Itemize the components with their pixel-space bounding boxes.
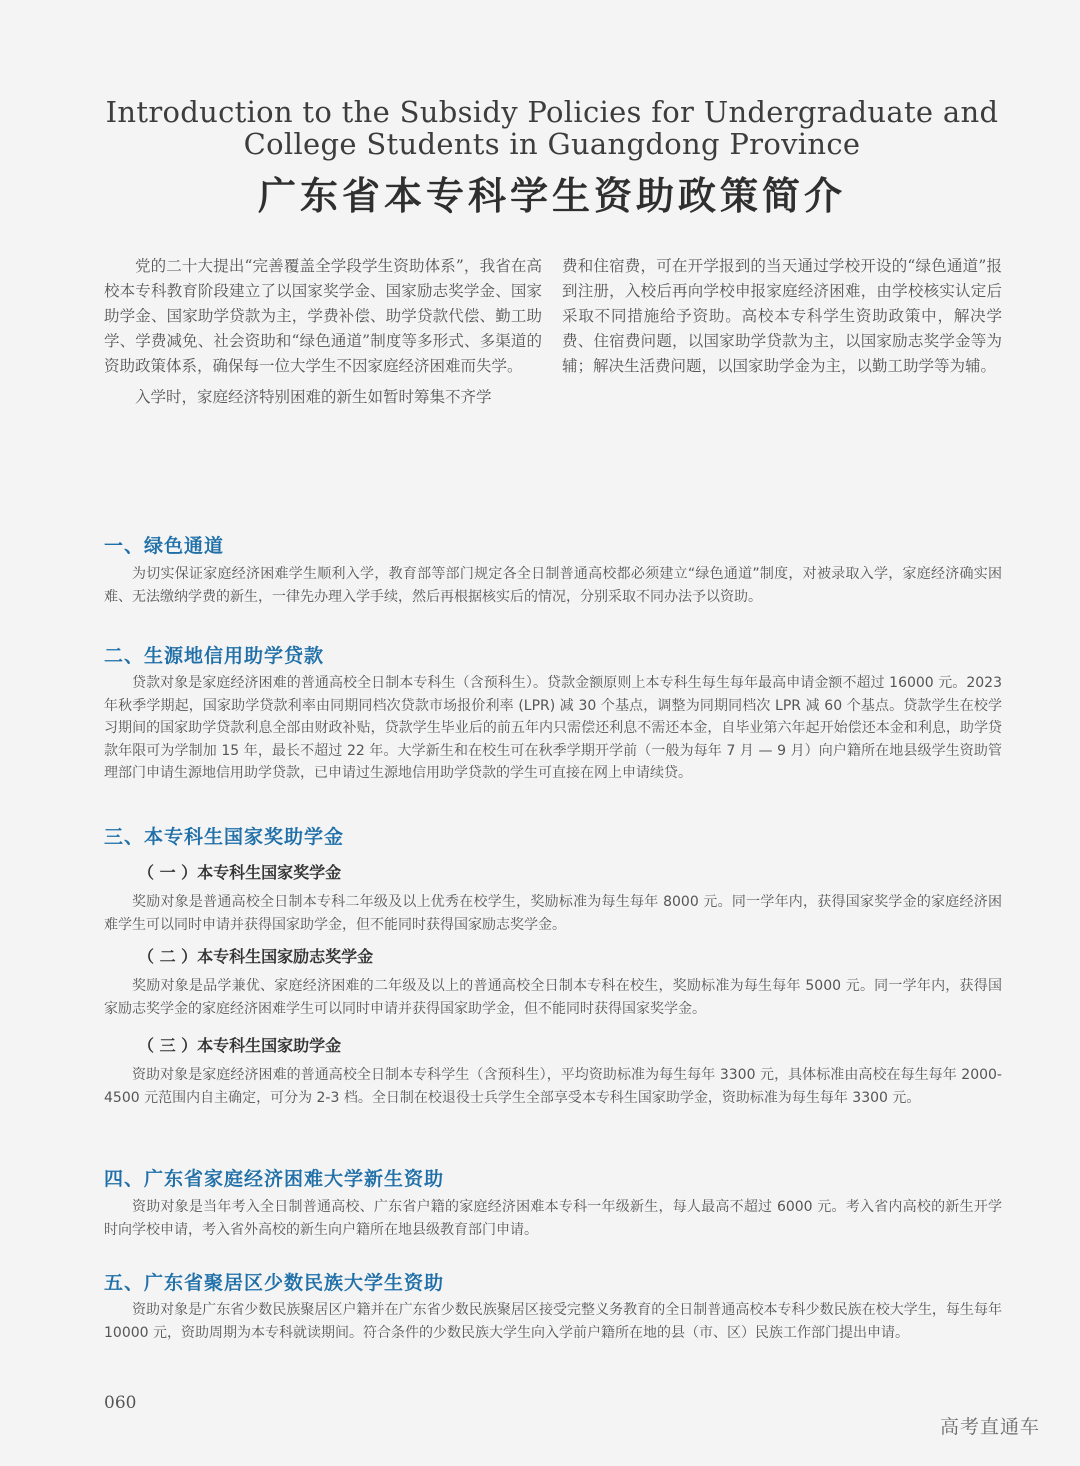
section-3-sub-3-body: 资助对象是家庭经济困难的普通高校全日制本专科学生（含预科生），平均资助标准为每生每年 3300 元，具体标准由高校在每生每年 2000-4500 元范围内自主确定，可分为 2-3 档。全日制在校退役士兵学生全部享受本专科生国家助学金，资助标准为每生每年 3300 元。 <box>104 1067 1002 1106</box>
title-english: Introduction to the Subsidy Policies for Undergraduate and College Students in Guangdong Province <box>105 95 999 161</box>
section-4-title: 四、广东省家庭经济困难大学新生资助 <box>104 1168 445 1190</box>
section-3-sub-1-title: （ 一 ）本专科生国家奖学金 <box>138 863 342 882</box>
intro-right-column <box>562 254 1002 385</box>
section-1-title: 一、绿色通道 <box>104 535 225 557</box>
page-number: 060 <box>104 1393 137 1413</box>
section-3-sub-2-title: （ 二 ）本专科生国家励志奖学金 <box>138 947 374 966</box>
section-5-body: 资助对象是广东省少数民族聚居区户籍并在广东省少数民族聚居区接受完整义务教育的全日制普通高校本专科少数民族在校大学生，每生每年 10000 元，资助周期为本专科就读期间。符合条件的少数民族大学生向入学前户籍所在地的县（市、区）民族工作部门提出申请。 <box>104 1302 1002 1341</box>
intro-paragraph-1: 党的二十大提出“完善覆盖全学段学生资助体系”，我省在高校本专科教育阶段建立了以国家奖学金、国家励志奖学金、国家助学金、国家助学贷款为主，学费补偿、助学贷款代偿、勤工助学、学费减免、社会资助和“绿色通道”制度等多形式、多渠道的资助政策体系，确保每一位大学生不因家庭经济困难而失学。 <box>104 257 542 375</box>
intro-paragraph-2: 入学时，家庭经济特别困难的新生如暂时筹集不齐学 <box>135 388 492 406</box>
section-2-title: 二、生源地信用助学贷款 <box>104 645 325 667</box>
section-5-title: 五、广东省聚居区少数民族大学生资助 <box>104 1272 445 1294</box>
intro-paragraph-2-continued: 费和住宿费，可在开学报到的当天通过学校开设的“绿色通道”报到注册，入校后再向学校申报家庭经济困难，由学校核实认定后采取不同措施给予资助。高校本专科学生资助政策中，解决学费、住宿费问题，以国家助学贷款为主，以国家励志奖学金等为辅；解决生活费问题，以国家助学金为主，以勤工助学等为辅。 <box>562 257 1002 375</box>
intro-left-column <box>104 254 542 416</box>
section-3-title: 三、本专科生国家奖助学金 <box>104 826 345 848</box>
section-2-body: 贷款对象是家庭经济困难的普通高校全日制本专科生（含预科生）。贷款金额原则上本专科生每生每年最高申请金额不超过 16000 元。2023 年秋季学期起，国家助学贷款利率由同期同档次贷款市场报价利率 (LPR) 减 30 个基点，调整为同期同档次 LPR 减 60 个基点。贷款学生在校学习期间的国家助学贷款利息全部由财政补贴，贷款学生毕业后的前五年内只需偿还利息不需还本金，自毕业第六年起开始偿还本金和利息，助学贷款年限可为学制加 15 年，最长不超过 22 年。大学新生和在校生可在秋季学期开学前（一般为每年 7 月 — 9 月）向户籍所在地县级学生资助管理部门申请生源地信用助学贷款，已申请过生源地信用助学贷款的学生可直接在网上申请续贷。 <box>104 675 1002 781</box>
title-chinese: 广东省本专科学生资助政策简介 <box>257 173 846 218</box>
watermark-text: 高考直通车 <box>940 1416 1041 1438</box>
section-3-sub-2-body: 奖励对象是品学兼优、家庭经济困难的二年级及以上的普通高校全日制本专科在校生，奖励标准为每生每年 5000 元。同一学年内，获得国家励志奖学金的家庭经济困难学生可以同时申请并获得国家助学金，但不能同时获得国家奖学金。 <box>104 978 1002 1017</box>
section-4-body: 资助对象是当年考入全日制普通高校、广东省户籍的家庭经济困难本专科一年级新生，每人最高不超过 6000 元。考入省内高校的新生开学时向学校申请，考入省外高校的新生向户籍所在地县级教育部门申请。 <box>104 1199 1002 1238</box>
section-1-body: 为切实保证家庭经济困难学生顺利入学，教育部等部门规定各全日制普通高校都必须建立“绿色通道”制度，对被录取入学，家庭经济确实困难、无法缴纳学费的新生，一律先办理入学手续，然后再根据核实后的情况，分别采取不同办法予以资助。 <box>104 566 1002 605</box>
section-3-sub-1-body: 奖励对象是普通高校全日制本专科二年级及以上优秀在校学生，奖励标准为每生每年 8000 元。同一学年内，获得国家奖学金的家庭经济困难学生可以同时申请并获得国家助学金，但不能同时获得国家励志奖学金。 <box>104 894 1002 933</box>
section-3-sub-3-title: （ 三 ）本专科生国家助学金 <box>138 1036 342 1055</box>
